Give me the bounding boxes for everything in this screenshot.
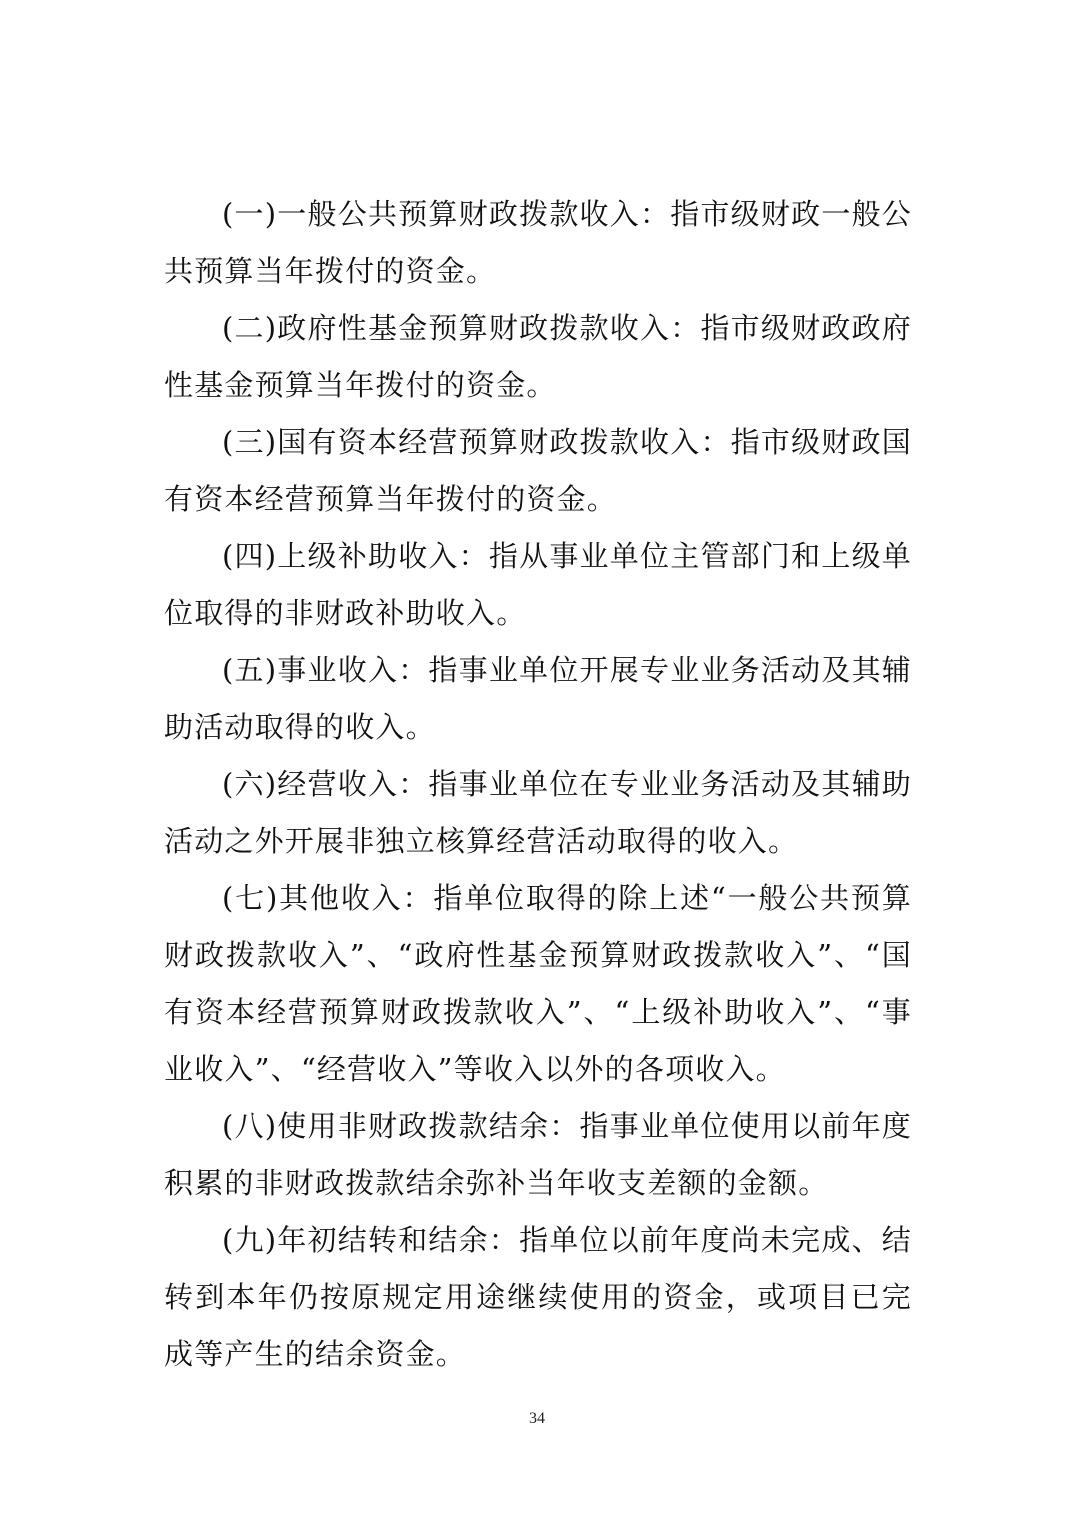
paragraph-other-income: (七)其他收入：指单位取得的除上述“一般公共预算财政拨款收入”、“政府性基金预算财政拨款收入”、“国有资本经营预算财政拨款收入”、“上级补助收入”、“事业收入”、“经营收入”等收入以外的各项收入。 [164, 881, 912, 1086]
paragraph-carryover-surplus: (九)年初结转和结余：指单位以前年度尚未完成、结转到本年仍按原规定用途继续使用的资金，或项目已完成等产生的结余资金。 [164, 1223, 912, 1371]
document-body [164, 186, 912, 1383]
paragraph-non-fiscal-surplus: (八)使用非财政拨款结余：指事业单位使用以前年度积累的非财政拨款结余弥补当年收支差额的金额。 [164, 1109, 912, 1200]
paragraph-business-income: (五)事业收入：指事业单位开展专业业务活动及其辅助活动取得的收入。 [164, 653, 912, 744]
paragraph-general-budget: (一)一般公共预算财政拨款收入：指市级财政一般公共预算当年拨付的资金。 [164, 197, 912, 288]
paragraph-state-capital-budget: (三)国有资本经营预算财政拨款收入：指市级财政国有资本经营预算当年拨付的资金。 [164, 425, 912, 516]
paragraph-fund-budget: (二)政府性基金预算财政拨款收入：指市级财政政府性基金预算当年拨付的资金。 [164, 311, 912, 402]
paragraph-superior-subsidy: (四)上级补助收入：指从事业单位主管部门和上级单位取得的非财政补助收入。 [164, 539, 912, 630]
page-number: 34 [529, 1410, 545, 1427]
paragraph-operating-income: (六)经营收入：指事业单位在专业业务活动及其辅助活动之外开展非独立核算经营活动取得的收入。 [164, 767, 912, 858]
